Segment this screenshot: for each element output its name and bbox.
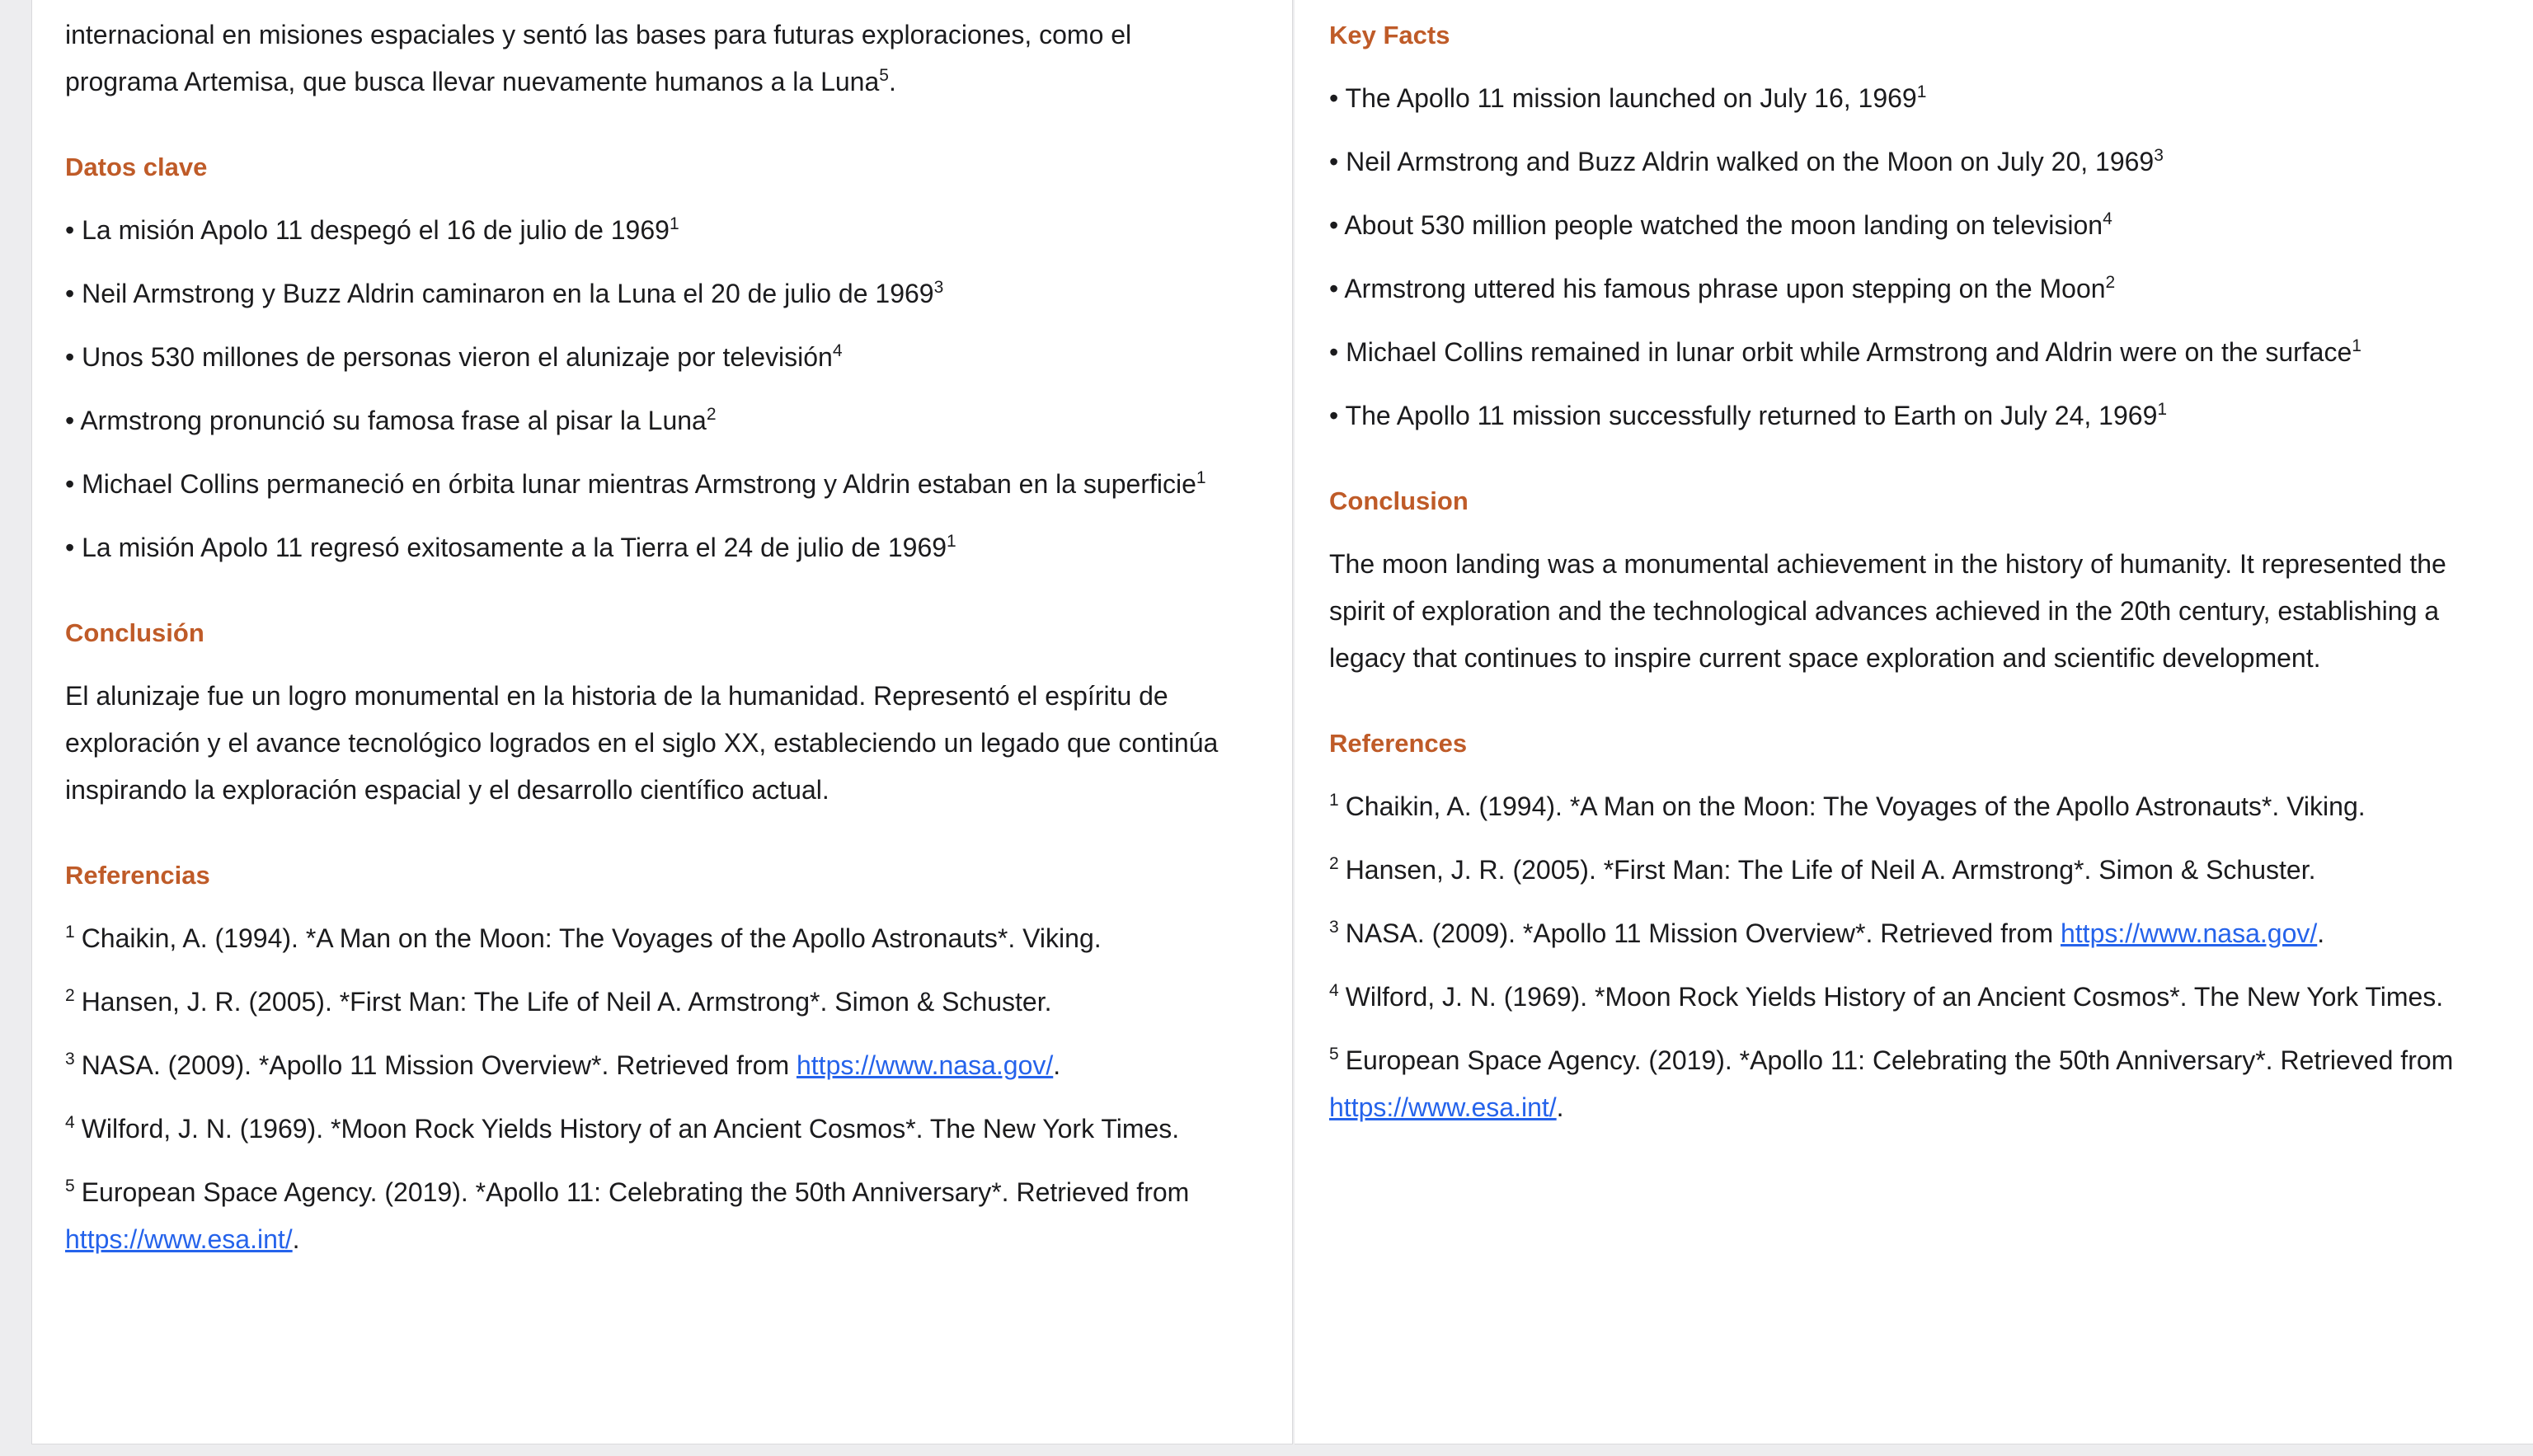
footnote-marker: 4 bbox=[2103, 209, 2112, 229]
reference-suffix: . bbox=[1053, 1050, 1061, 1080]
key-fact-item bbox=[65, 461, 1243, 508]
fact-text: • Armstrong uttered his famous phrase upon stepping on the Moon bbox=[1329, 274, 2106, 303]
fact-text: • Armstrong pronunció su famosa frase al pisar la Luna bbox=[65, 406, 707, 435]
reference-number: 1 bbox=[65, 923, 75, 942]
reference-number: 2 bbox=[1329, 854, 1339, 874]
fact-text: • La misión Apolo 11 despegó el 16 de julio de 1969 bbox=[65, 215, 670, 245]
reference-link[interactable]: https://www.nasa.gov/ bbox=[2060, 918, 2318, 948]
english-document-panel[interactable] bbox=[1295, 0, 2533, 1444]
reference-link[interactable]: https://www.esa.int/ bbox=[1329, 1092, 1557, 1122]
footnote-marker: 2 bbox=[706, 405, 717, 425]
fact-text: • Michael Collins permaneció en órbita lunar mientras Armstrong y Aldrin estaban en la superficie bbox=[65, 469, 1196, 499]
reference-text: Hansen, J. R. (2005). *First Man: The Life of Neil A. Armstrong*. Simon & Schuster. bbox=[81, 987, 1052, 1017]
reference-link[interactable]: https://www.nasa.gov/ bbox=[796, 1050, 1054, 1080]
key-fact-item bbox=[1329, 265, 2492, 312]
reference-number: 2 bbox=[65, 986, 75, 1006]
reference-number: 3 bbox=[65, 1050, 75, 1069]
reference-text: NASA. (2009). *Apollo 11 Mission Overview*. Retrieved from bbox=[81, 1050, 797, 1080]
intro-text: internacional en misiones espaciales y sentó las bases para futuras exploraciones, como el programa Artemisa, que busca llevar nuevamente humanos a la Luna bbox=[65, 20, 1132, 96]
reference-item bbox=[1329, 910, 2492, 957]
key-fact-item bbox=[65, 270, 1243, 317]
reference-text: Chaikin, A. (1994). *A Man on the Moon: The Voyages of the Apollo Astronauts*. Viking. bbox=[81, 923, 1102, 953]
key-fact-item bbox=[1329, 202, 2492, 249]
key-fact-item bbox=[1329, 75, 2492, 122]
spanish-document-panel[interactable] bbox=[31, 0, 1293, 1444]
reference-text: European Space Agency. (2019). *Apollo 11: Celebrating the 50th Anniversary*. Retrieved from bbox=[1345, 1045, 2454, 1075]
reference-number: 5 bbox=[1329, 1045, 1339, 1064]
fact-text: • Michael Collins remained in lunar orbit while Armstrong and Aldrin were on the surface bbox=[1329, 337, 2352, 367]
key-fact-item bbox=[65, 207, 1243, 254]
reference-number: 3 bbox=[1329, 918, 1339, 937]
footnote-marker: 5 bbox=[879, 66, 889, 86]
fact-text: • Neil Armstrong y Buzz Aldrin caminaron en la Luna el 20 de julio de 1969 bbox=[65, 279, 934, 308]
reference-item bbox=[1329, 783, 2492, 830]
key-fact-item bbox=[1329, 139, 2492, 186]
reference-number: 1 bbox=[1329, 791, 1339, 810]
footnote-marker: 1 bbox=[947, 532, 956, 552]
reference-item bbox=[65, 915, 1243, 962]
reference-text: Hansen, J. R. (2005). *First Man: The Life of Neil A. Armstrong*. Simon & Schuster. bbox=[1345, 855, 2316, 885]
fact-text: • Unos 530 millones de personas vieron el alunizaje por televisión bbox=[65, 342, 833, 372]
reference-suffix: . bbox=[1556, 1092, 1564, 1122]
intro-paragraph bbox=[65, 12, 1243, 106]
fact-text: • The Apollo 11 mission launched on July 16, 1969 bbox=[1329, 83, 1917, 113]
reference-item bbox=[65, 1042, 1243, 1089]
reference-suffix: . bbox=[292, 1224, 300, 1254]
footnote-marker: 1 bbox=[1196, 468, 1206, 488]
conclusion-paragraph: The moon landing was a monumental achievement in the history of humanity. It represented the spirit of exploration and the technological advances achieved in the 20th century, establishing a legacy that continues to inspire current space exploration and scientific development. bbox=[1329, 549, 2446, 673]
reference-item bbox=[65, 1106, 1243, 1153]
reference-suffix: . bbox=[2317, 918, 2325, 948]
section-heading-conclusion: Conclusión bbox=[65, 618, 204, 647]
footnote-marker: 3 bbox=[933, 278, 944, 298]
reference-item bbox=[1329, 847, 2492, 894]
intro-suffix: . bbox=[888, 67, 896, 96]
key-fact-item bbox=[1329, 392, 2492, 439]
reference-item bbox=[1329, 974, 2492, 1021]
reference-text: European Space Agency. (2019). *Apollo 11: Celebrating the 50th Anniversary*. Retrieved from bbox=[81, 1177, 1190, 1207]
section-heading-key-facts: Datos clave bbox=[65, 153, 208, 181]
key-fact-item bbox=[65, 397, 1243, 444]
fact-text: • Neil Armstrong and Buzz Aldrin walked on the Moon on July 20, 1969 bbox=[1329, 147, 2155, 176]
conclusion-paragraph: El alunizaje fue un logro monumental en la historia de la humanidad. Representó el espíritu de exploración y el avance tecnológico logrados en el siglo XX, estableciendo un legado que continúa inspirando la exploración espacial y el desarrollo científico actual. bbox=[65, 681, 1219, 805]
footnote-marker: 3 bbox=[2154, 146, 2164, 166]
reference-item bbox=[65, 1169, 1243, 1263]
reference-link[interactable]: https://www.esa.int/ bbox=[65, 1224, 293, 1254]
reference-text: NASA. (2009). *Apollo 11 Mission Overview*. Retrieved from bbox=[1345, 918, 2061, 948]
footnote-marker: 1 bbox=[1916, 82, 1927, 102]
footnote-marker: 4 bbox=[832, 341, 843, 361]
key-fact-item bbox=[1329, 329, 2492, 376]
section-heading-key-facts: Key Facts bbox=[1329, 21, 1450, 49]
fact-text: • La misión Apolo 11 regresó exitosamente a la Tierra el 24 de julio de 1969 bbox=[65, 533, 947, 562]
reference-number: 4 bbox=[65, 1113, 75, 1133]
footnote-marker: 1 bbox=[2352, 336, 2361, 356]
footnote-marker: 2 bbox=[2105, 273, 2116, 293]
reference-item bbox=[65, 979, 1243, 1026]
reference-number: 4 bbox=[1329, 981, 1339, 1001]
fact-text: • About 530 million people watched the moon landing on television bbox=[1329, 210, 2103, 240]
key-fact-item bbox=[65, 524, 1243, 571]
reference-text: Wilford, J. N. (1969). *Moon Rock Yields History of an Ancient Cosmos*. The New York Times. bbox=[81, 1114, 1180, 1144]
section-heading-references: References bbox=[1329, 729, 1468, 758]
section-heading-conclusion: Conclusion bbox=[1329, 486, 1469, 515]
key-fact-item bbox=[65, 334, 1243, 381]
reference-number: 5 bbox=[65, 1177, 75, 1196]
fact-text: • The Apollo 11 mission successfully returned to Earth on July 24, 1969 bbox=[1329, 401, 2158, 430]
section-heading-references: Referencias bbox=[65, 861, 210, 890]
reference-text: Chaikin, A. (1994). *A Man on the Moon: The Voyages of the Apollo Astronauts*. Viking. bbox=[1345, 791, 2366, 821]
reference-text: Wilford, J. N. (1969). *Moon Rock Yields History of an Ancient Cosmos*. The New York Times. bbox=[1345, 982, 2444, 1012]
footnote-marker: 1 bbox=[669, 214, 679, 234]
footnote-marker: 1 bbox=[2157, 400, 2168, 420]
reference-item bbox=[1329, 1037, 2492, 1131]
